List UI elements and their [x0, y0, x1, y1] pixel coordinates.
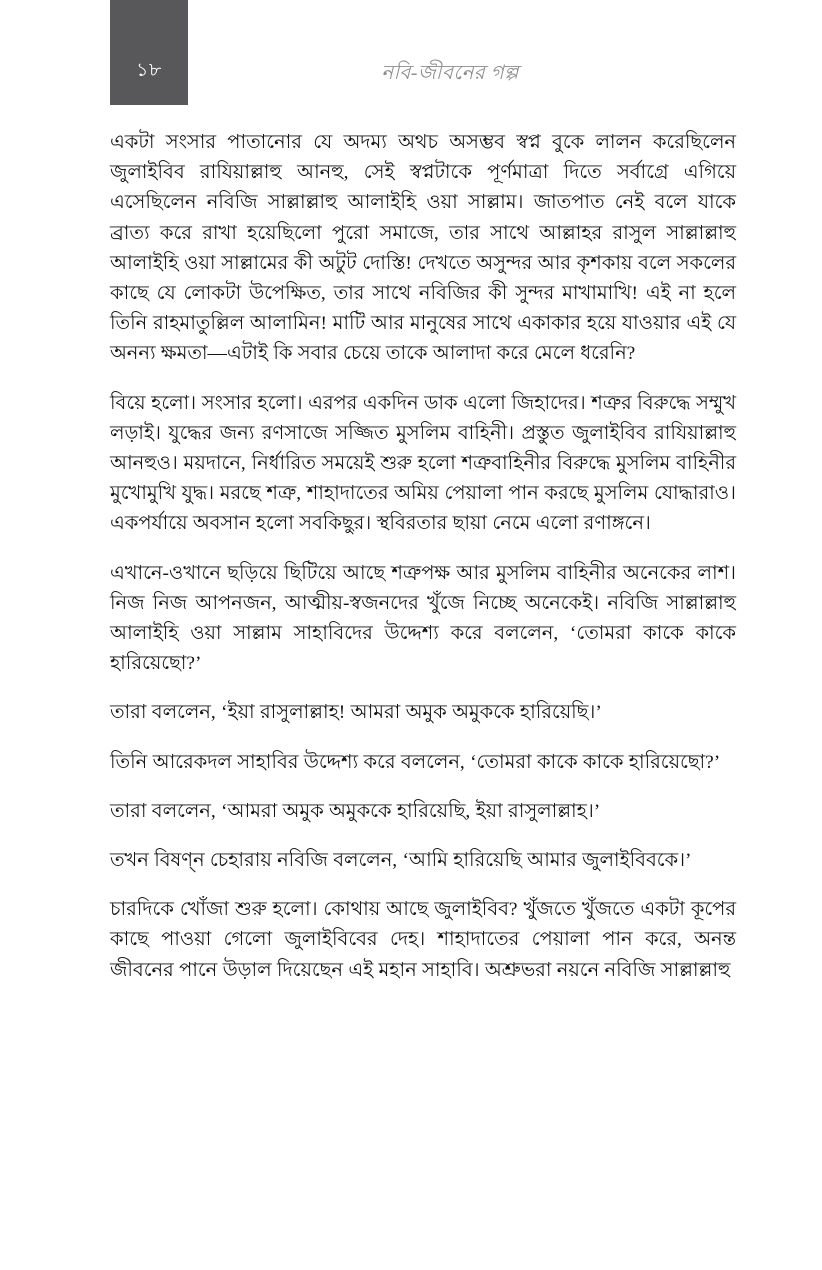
page-number: ১৮ [136, 60, 162, 81]
paragraph: চারদিকে খোঁজা শুরু হলো। কোথায় আছে জুলাইবিব? খুঁজতে খুঁজতে একটা কূপের কাছে পাওয়া গেলো জুলাইবিবের দেহ। শাহাদাতের পেয়ালা পান করে, অনন্ত জীবনের পানে উড়াল দিয়েছেন এই মহান সাহাবি। অশ্রুভরা নয়নে নবিজি সাল্লাল্লাহু [110, 899, 736, 981]
paragraph: তারা বললেন, ‘আমরা অমুক অমুককে হারিয়েছি, ইয়া রাসুলাল্লাহ।’ [110, 800, 601, 822]
page-header [0, 0, 822, 112]
folio-block [110, 0, 188, 105]
paragraph: তখন বিষণ্ন চেহারায় নবিজি বললেন, ‘আমি হারিয়েছি আমার জুলাইবিবকে।’ [110, 850, 692, 872]
paragraph: এখানে-ওখানে ছড়িয়ে ছিটিয়ে আছে শত্রুপক্ষ আর মুসলিম বাহিনীর অনেকের লাশ। নিজ নিজ আপনজন, আত্মীয়-স্বজনদের খুঁজে নিচ্ছে অনেকেই। নবিজি সাল্লাল্লাহু আলাইহি ওয়া সাল্লাম সাহাবিদের উদ্দেশ্য করে বললেন, ‘তোমরা কাকে কাকে হারিয়েছো?’ [110, 562, 736, 675]
paragraph: একটা সংসার পাতানোর যে অদম্য অথচ অসম্ভব স্বপ্ন বুকে লালন করেছিলেন জুলাইবিব রাযিয়াল্লাহু আনহু, সেই স্বপ্নটাকে পূর্ণমাত্রা দিতে সর্বাগ্রে এগিয়ে এসেছিলেন নবিজি সাল্লাল্লাহু আলাইহি ওয়া সাল্লাম। জাতপাত নেই বলে যাকে ব্রাত্য করে রাখা হয়েছিলো পুরো সমাজে, তার সাথে আল্লাহর রাসুল সাল্লাল্লাহু আলাইহি ওয়া সাল্লামের কী অটুট দোস্তি! দেখতে অসুন্দর আর কৃশকায় বলে সকলের কাছে যে লোকটা উপেক্ষিত, তার সাথে নবিজির কী সুন্দর মাখামাখি! এই না হলে তিনি রাহমাতুল্লিল আলামিন! মাটি আর মানুষের সাথে একাকার হয়ে যাওয়ার এই যে অনন্য ক্ষমতা—এটাই কি সবার চেয়ে তাকে আলাদা করে মেলে ধরেনি? [110, 132, 736, 365]
paragraph: তিনি আরেকদল সাহাবির উদ্দেশ্য করে বললেন, ‘তোমরা কাকে কাকে হারিয়েছো?’ [110, 751, 721, 773]
paragraph: তারা বললেন, ‘ইয়া রাসুলাল্লাহ! আমরা অমুক অমুককে হারিয়েছি।’ [110, 702, 602, 724]
running-title: নবি-জীবনের গল্প [381, 62, 519, 84]
paragraph: বিয়ে হলো। সংসার হলো। এরপর একদিন ডাক এলো জিহাদের। শত্রুর বিরুদ্ধে সম্মুখ লড়াই। যুদ্ধের জন্য রণসাজে সজ্জিত মুসলিম বাহিনী। প্রস্তুত জুলাইবিব রাযিয়াল্লাহু আনহুও। ময়দানে, নির্ধারিত সময়েই শুরু হলো শত্রুবাহিনীর বিরুদ্ধে মুসলিম বাহিনীর মুখোমুখি যুদ্ধ। মরছে শত্রু, শাহাদাতের অমিয় পেয়ালা পান করছে মুসলিম যোদ্ধারাও। একপর্যায়ে অবসান হলো সবকিছুর। স্থবিরতার ছায়া নেমে এলো রণাঙ্গনে। [110, 392, 736, 535]
body-text-column [110, 128, 736, 986]
